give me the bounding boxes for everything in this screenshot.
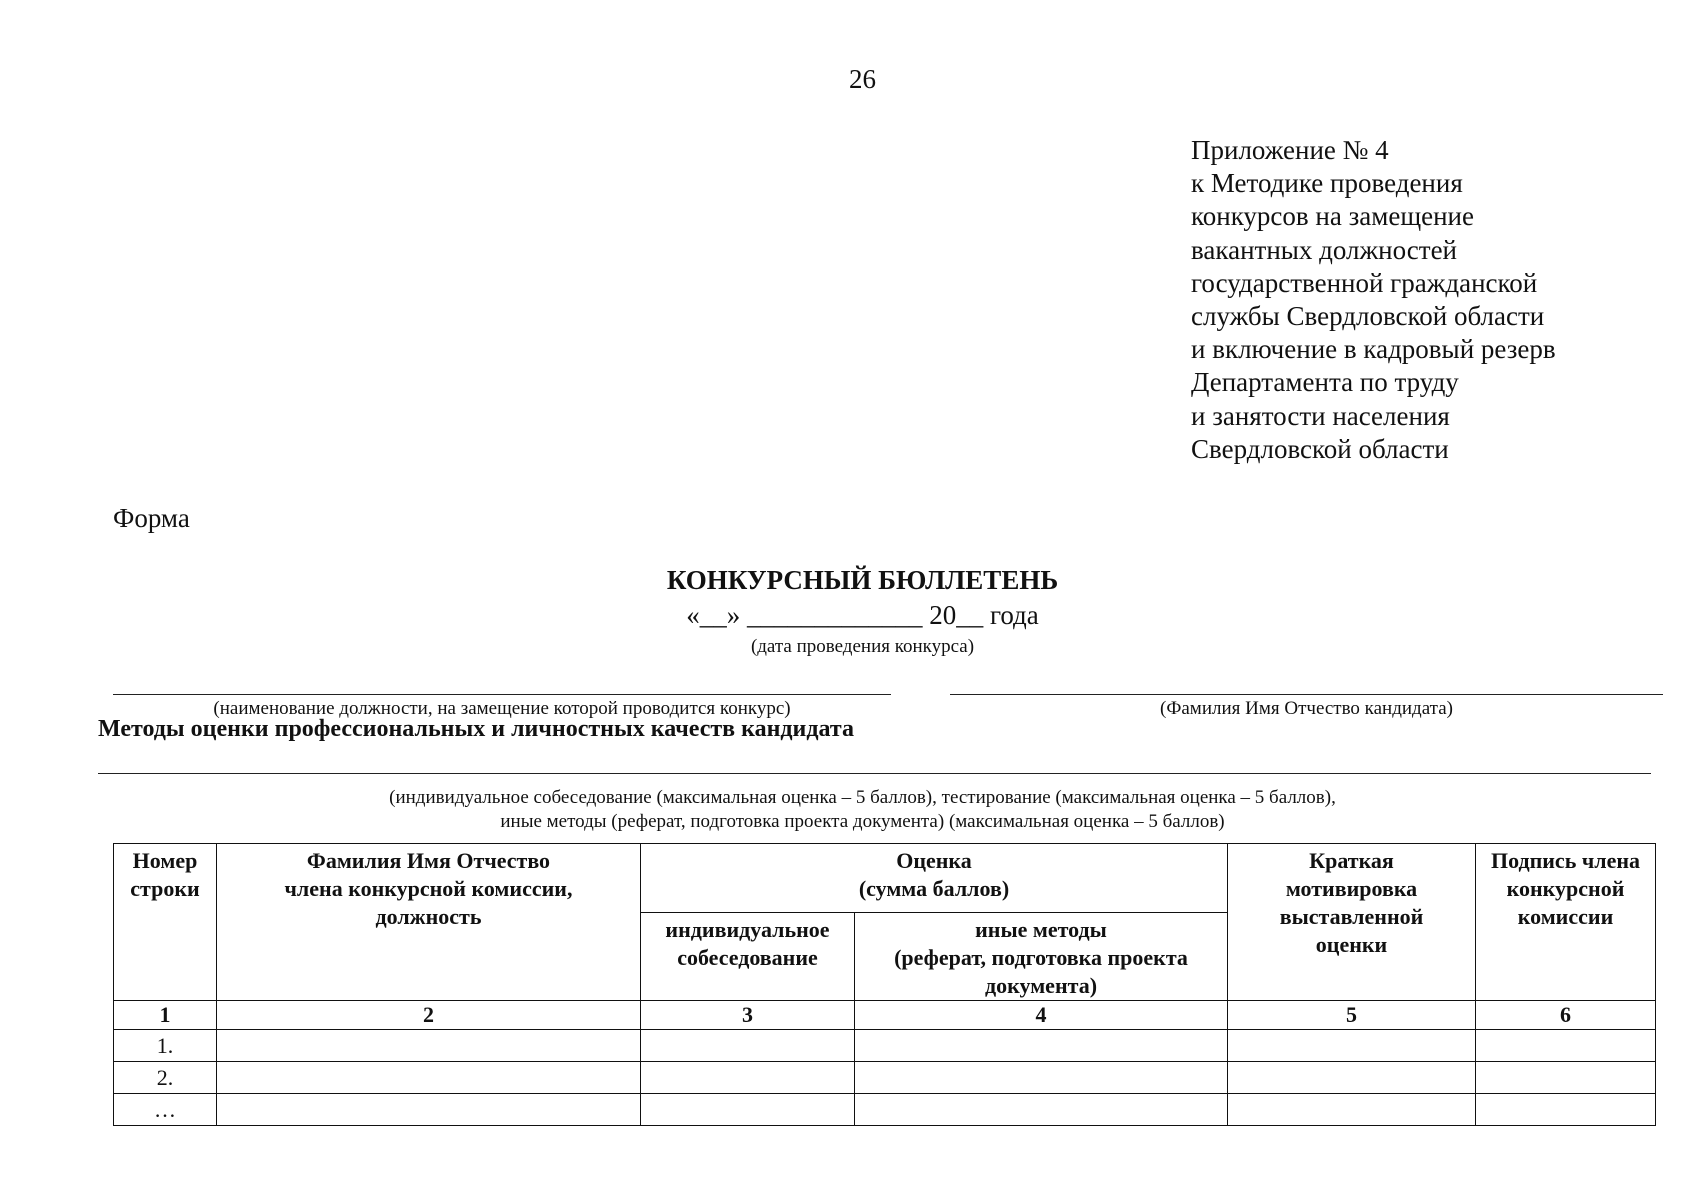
row-number-cell: 1.	[114, 1030, 217, 1062]
candidate-caption: (Фамилия Имя Отчество кандидата)	[1160, 698, 1453, 719]
member-name-cell[interactable]	[217, 1030, 641, 1062]
motivation-cell[interactable]	[1228, 1030, 1476, 1062]
appendix-line: Приложение № 4	[1191, 135, 1389, 165]
table-row	[114, 1094, 1656, 1126]
appendix-line: к Методике проведения	[1191, 168, 1463, 199]
column-number: 6	[1476, 1001, 1656, 1030]
table-row	[114, 1030, 1656, 1062]
appendix-line: государственной гражданской	[1191, 267, 1538, 298]
header-individual-interview: индивидуальное собеседование	[641, 913, 855, 1001]
appendix-line: вакантных должностей	[1191, 234, 1458, 265]
member-name-cell[interactable]	[217, 1062, 641, 1094]
interview-score-cell[interactable]	[641, 1030, 855, 1062]
other-methods-score-cell[interactable]	[855, 1062, 1228, 1094]
methods-caption-line1: (индивидуальное собеседование (максимальная оценка – 5 баллов), тестирование (максимальная оценка – 5 баллов),	[389, 787, 1336, 808]
methods-line[interactable]	[98, 773, 1651, 774]
date-field[interactable]: «__» _____________ 20__ года	[686, 600, 1039, 630]
signature-cell[interactable]	[1476, 1062, 1656, 1094]
position-caption: (наименование должности, на замещение которой проводится конкурс)	[213, 698, 791, 719]
methods-heading: Методы оценки профессиональных и личностных качеств кандидата	[98, 716, 854, 742]
candidate-name-line[interactable]	[950, 694, 1663, 695]
row-number-cell: …	[114, 1094, 217, 1126]
motivation-cell[interactable]	[1228, 1062, 1476, 1094]
appendix-line: и занятости населения	[1191, 400, 1450, 431]
interview-score-cell[interactable]	[641, 1094, 855, 1126]
appendix-block	[1191, 134, 1556, 466]
column-number: 2	[217, 1001, 641, 1030]
header-member-name: Фамилия Имя Отчество члена конкурсной комиссии, должность	[217, 844, 641, 1001]
column-number: 4	[855, 1001, 1228, 1030]
appendix-line: Департамента по труду	[1191, 367, 1459, 398]
column-number: 5	[1228, 1001, 1476, 1030]
other-methods-score-cell[interactable]	[855, 1094, 1228, 1126]
other-methods-score-cell[interactable]	[855, 1030, 1228, 1062]
header-signature: Подпись члена конкурсной комиссии	[1476, 844, 1656, 1001]
header-row-number: Номер строки	[114, 844, 217, 1001]
appendix-line: службы Свердловской области	[1191, 301, 1545, 332]
table-row	[114, 1062, 1656, 1094]
methods-caption-line2: иные методы (реферат, подготовка проекта документа) (максимальная оценка – 5 баллов)	[500, 811, 1225, 832]
column-number: 3	[641, 1001, 855, 1030]
header-motivation: Краткая мотивировка выставленной оценки	[1228, 844, 1476, 1001]
position-name-line[interactable]	[113, 694, 891, 695]
interview-score-cell[interactable]	[641, 1062, 855, 1094]
row-number-cell: 2.	[114, 1062, 217, 1094]
member-name-cell[interactable]	[217, 1094, 641, 1126]
column-number: 1	[114, 1001, 217, 1030]
ballot-table	[113, 843, 1656, 1126]
header-score: Оценка (сумма баллов)	[641, 844, 1228, 913]
page-number: 26	[849, 64, 876, 94]
column-number-row	[114, 1001, 1656, 1030]
signature-cell[interactable]	[1476, 1030, 1656, 1062]
date-caption: (дата проведения конкурса)	[750, 636, 975, 657]
appendix-line: Свердловской области	[1191, 433, 1449, 464]
header-other-methods: иные методы (реферат, подготовка проекта документа)	[855, 913, 1228, 1001]
appendix-line: и включение в кадровый резерв	[1191, 334, 1556, 365]
form-label: Форма	[113, 503, 190, 533]
appendix-line: конкурсов на замещение	[1191, 201, 1474, 232]
signature-cell[interactable]	[1476, 1094, 1656, 1126]
document-title: КОНКУРСНЫЙ БЮЛЛЕТЕНЬ	[666, 565, 1059, 595]
motivation-cell[interactable]	[1228, 1094, 1476, 1126]
